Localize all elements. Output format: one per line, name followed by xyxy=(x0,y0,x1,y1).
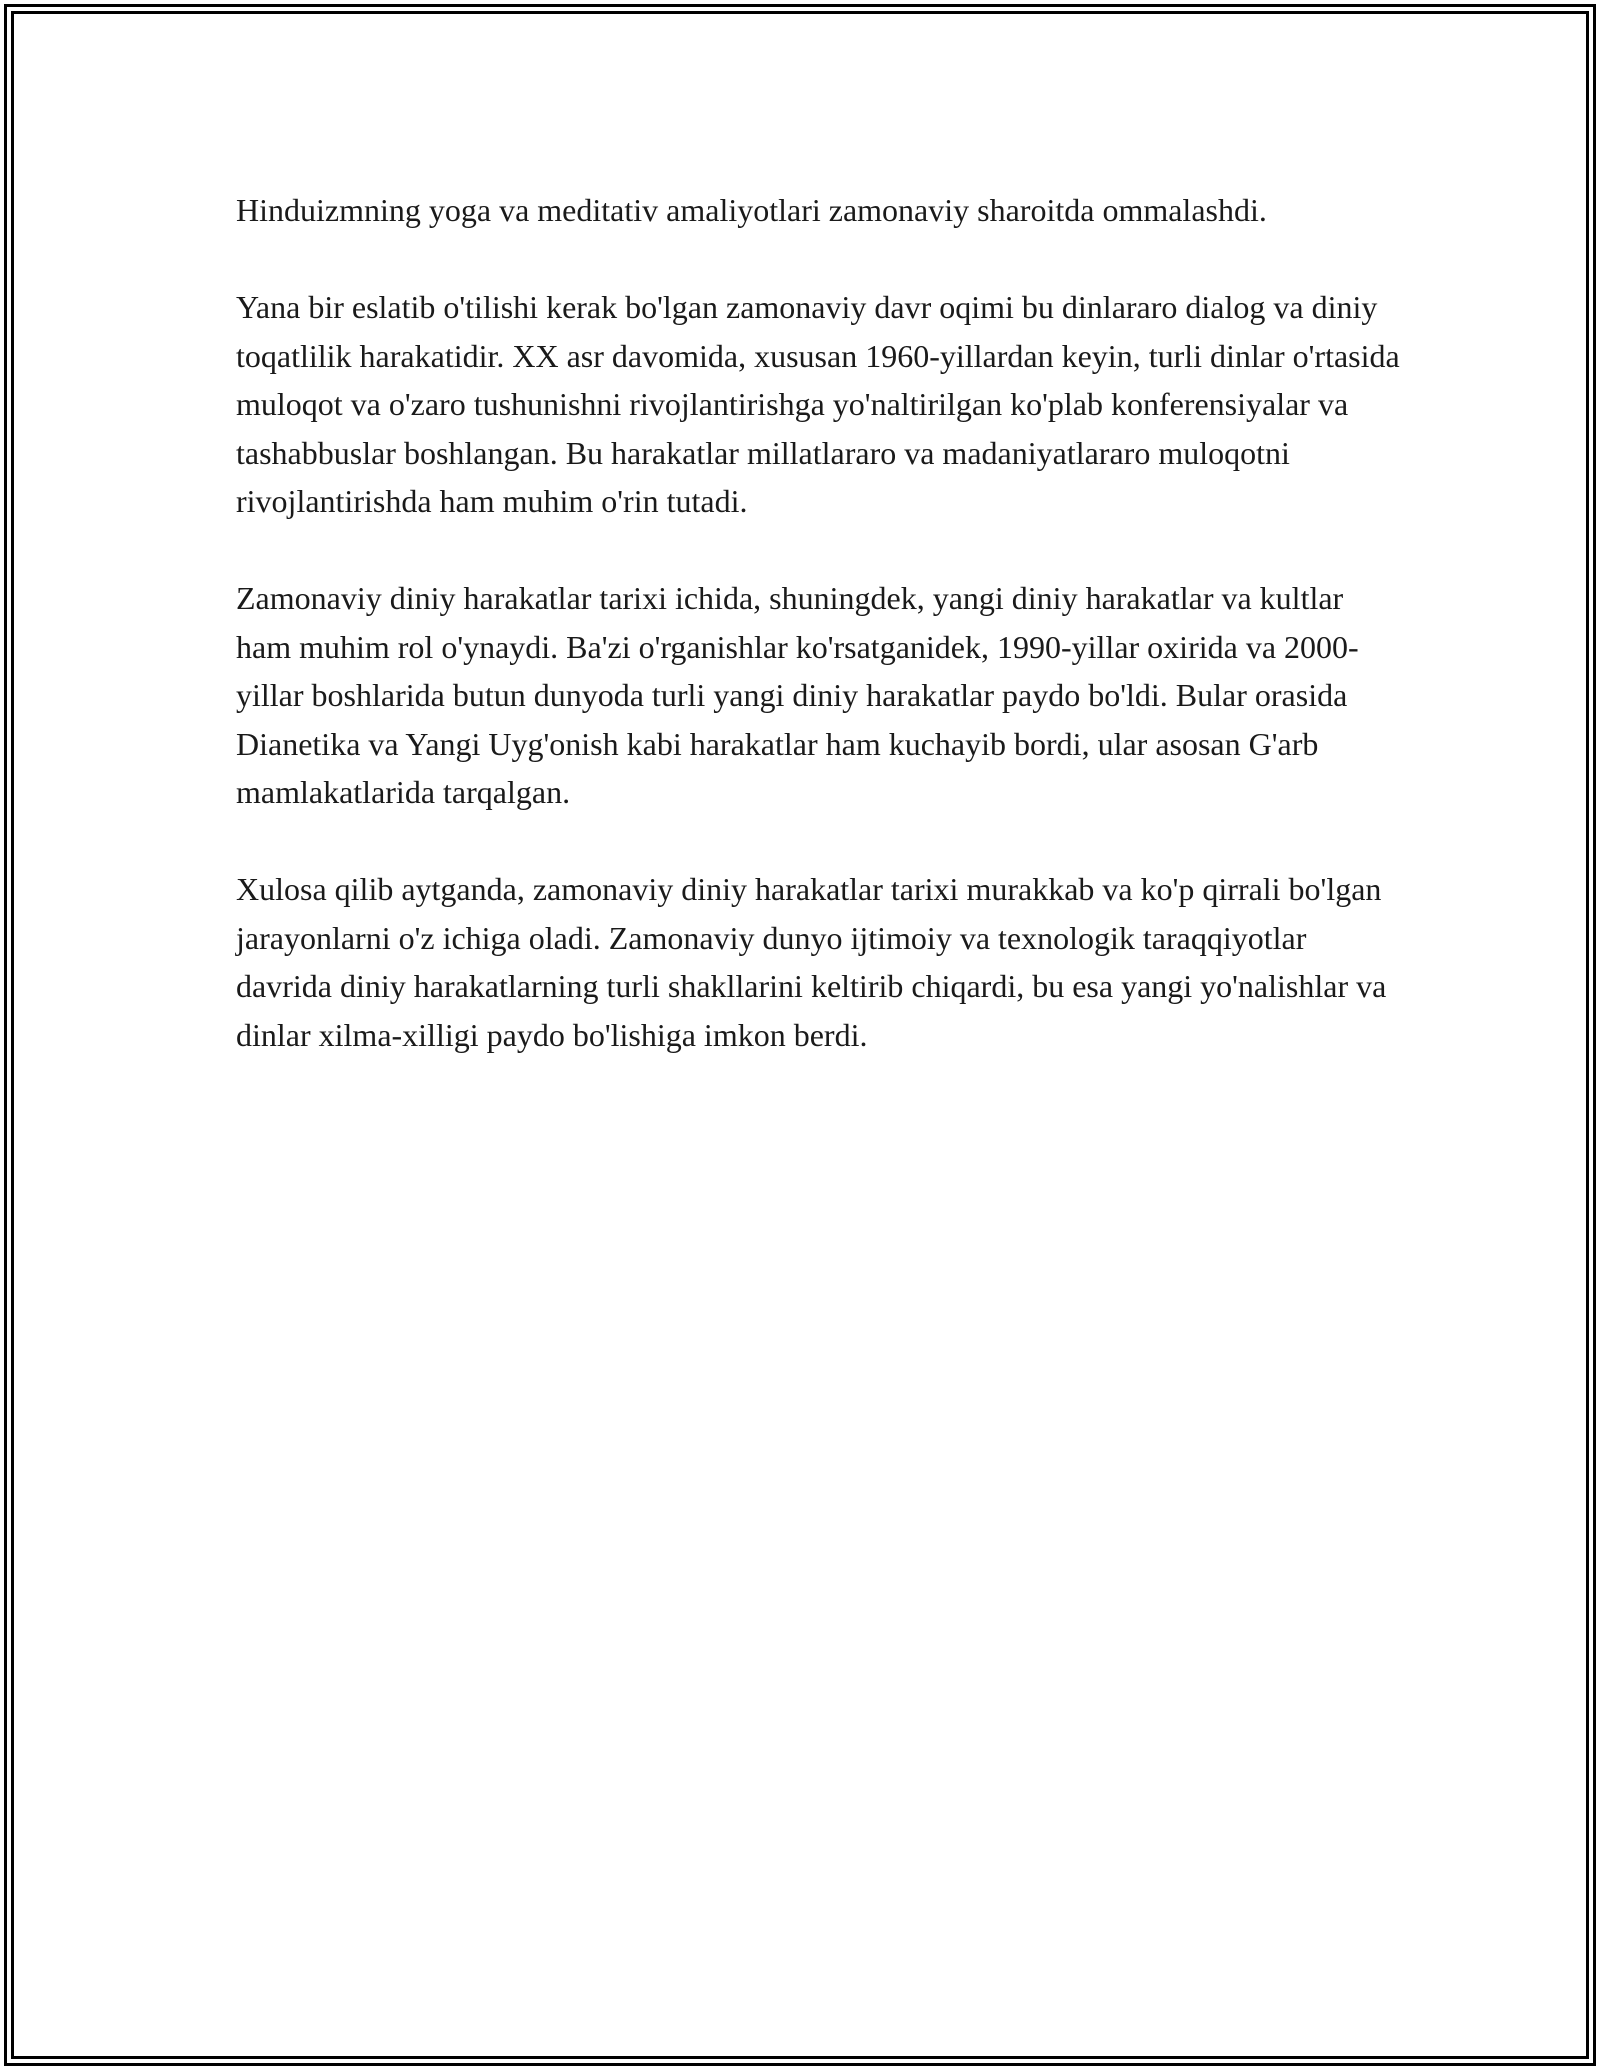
paragraph-2: Yana bir eslatib o'tilishi kerak bo'lgan zamonaviy davr oqimi bu dinlararo dialog va diniy toqatlilik harakatidir. XX asr davomida, xususan 1960-yillardan keyin, turli dinlar o'rtasida muloqot va o'zaro tushunishni rivojlantirishga yo'naltirilgan ko'plab konferensiyalar va tashabbuslar boshlangan. Bu harakatlar millatlararo va madaniyatlararo muloqotni rivojlantirishda ham muhim o'rin tutadi. xyxy=(236,289,1400,519)
document-body xyxy=(236,186,1406,1108)
paragraph-3: Zamonaviy diniy harakatlar tarixi ichida, shuningdek, yangi diniy harakatlar va kultlar ham muhim rol o'ynaydi. Ba'zi o'rganishlar ko'rsatganidek, 1990-yillar oxirida va 2000-yillar boshlarida butun dunyoda turli yangi diniy harakatlar paydo bo'ldi. Bular orasida Dianetika va Yangi Uyg'onish kabi harakatlar ham kuchayib bordi, ular asosan G'arb mamlakatlarida tarqalgan. xyxy=(236,580,1359,810)
paragraph-1: Hinduizmning yoga va meditativ amaliyotlari zamonaviy sharoitda ommalashdi. xyxy=(236,192,1267,228)
paragraph-4: Xulosa qilib aytganda, zamonaviy diniy harakatlar tarixi murakkab va ko'p qirrali bo'lgan jarayonlarni o'z ichiga oladi. Zamonaviy dunyo ijtimoiy va texnologik taraqqiyotlar davrida diniy harakatlarning turli shakllarini keltirib chiqardi, bu esa yangi yo'nalishlar va dinlar xilma-xilligi paydo bo'lishiga imkon berdi. xyxy=(236,871,1387,1053)
